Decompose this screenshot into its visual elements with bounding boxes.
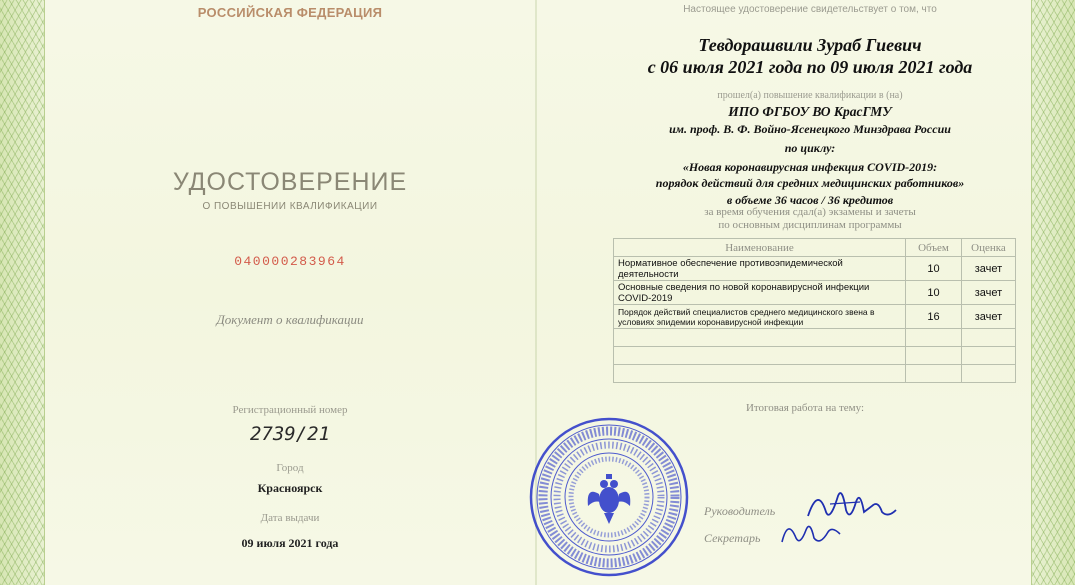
discipline-grade: зачет [962, 281, 1016, 305]
discipline-name: Основные сведения по новой коронавирусной инфекции COVID-2019 [614, 281, 906, 305]
exams-text-line1: за время обучения сдал(а) экзамены и зачеты [704, 206, 916, 218]
document-title: УДОСТОВЕРЕНИЕ [172, 168, 408, 196]
head-label: Руководитель [704, 504, 776, 518]
discipline-name: Порядок действий специалистов среднего медицинского звена в условиях эпидемии коронавирусной инфекции [614, 305, 906, 329]
table-row-empty [614, 329, 1016, 347]
coat-of-arms-icon [588, 474, 631, 524]
secretary-label: Секретарь [704, 531, 761, 545]
table-row-empty [614, 347, 1016, 365]
left-guilloche-border [0, 0, 45, 585]
discipline-volume: 10 [906, 281, 962, 305]
secretary-signature [776, 512, 846, 552]
official-seal [528, 416, 690, 578]
discipline-name: Нормативное обеспечение противоэпидемической деятельности [614, 257, 906, 281]
reg-number: 2739/21 [249, 423, 331, 445]
table-row [614, 281, 1016, 305]
serial-number: 040000283964 [234, 254, 346, 269]
institution-name: ИПО ФГБОУ ВО КрасГМУ [728, 104, 892, 119]
course-title-line2: порядок действий для средних медицинских работников» [655, 176, 965, 190]
country-name: РОССИЙСКАЯ ФЕДЕРАЦИЯ [197, 5, 383, 20]
table-header-row [614, 239, 1016, 257]
document-subtitle: О ПОВЫШЕНИИ КВАЛИФИКАЦИИ [202, 201, 378, 212]
passed-text: прошел(а) повышение квалификации в (на) [717, 90, 903, 101]
right-guilloche-border [1031, 0, 1075, 585]
discipline-grade: зачет [962, 305, 1016, 329]
training-period: с 06 июля 2021 года по 09 июля 2021 года [647, 57, 973, 77]
table-row-empty [614, 365, 1016, 383]
city-label: Город [276, 462, 304, 474]
course-title-line1: «Новая коронавирусная инфекция COVID-2019: [682, 160, 938, 174]
column-header-grade: Оценка [962, 239, 1016, 257]
column-header-name: Наименование [614, 239, 906, 257]
disciplines-table [613, 238, 1016, 383]
holder-full-name: Тевдорашвили Зураб Гиевич [698, 35, 922, 55]
course-volume: в объеме 36 часов / 36 кредитов [726, 193, 894, 207]
issue-date-label: Дата выдачи [260, 512, 320, 524]
final-work-label: Итоговая работа на тему: [745, 402, 865, 414]
document-type: Документ о квалификации [216, 312, 364, 327]
issue-date: 09 июля 2021 года [241, 536, 339, 550]
discipline-volume: 10 [906, 257, 962, 281]
city: Красноярск [257, 481, 323, 495]
cycle-label: по циклу: [784, 141, 836, 155]
exams-text-line2: по основным дисциплинам программы [718, 219, 902, 231]
reg-number-label: Регистрационный номер [232, 404, 348, 416]
discipline-grade: зачет [962, 257, 1016, 281]
column-header-volume: Объем [906, 239, 962, 257]
discipline-volume: 16 [906, 305, 962, 329]
certifies-text: Настоящее удостоверение свидетельствует о том, что [683, 4, 937, 15]
institution-full-name: им. проф. В. Ф. Войно-Ясенецкого Минздрава России [669, 122, 951, 136]
table-row [614, 257, 1016, 281]
table-row [614, 305, 1016, 329]
